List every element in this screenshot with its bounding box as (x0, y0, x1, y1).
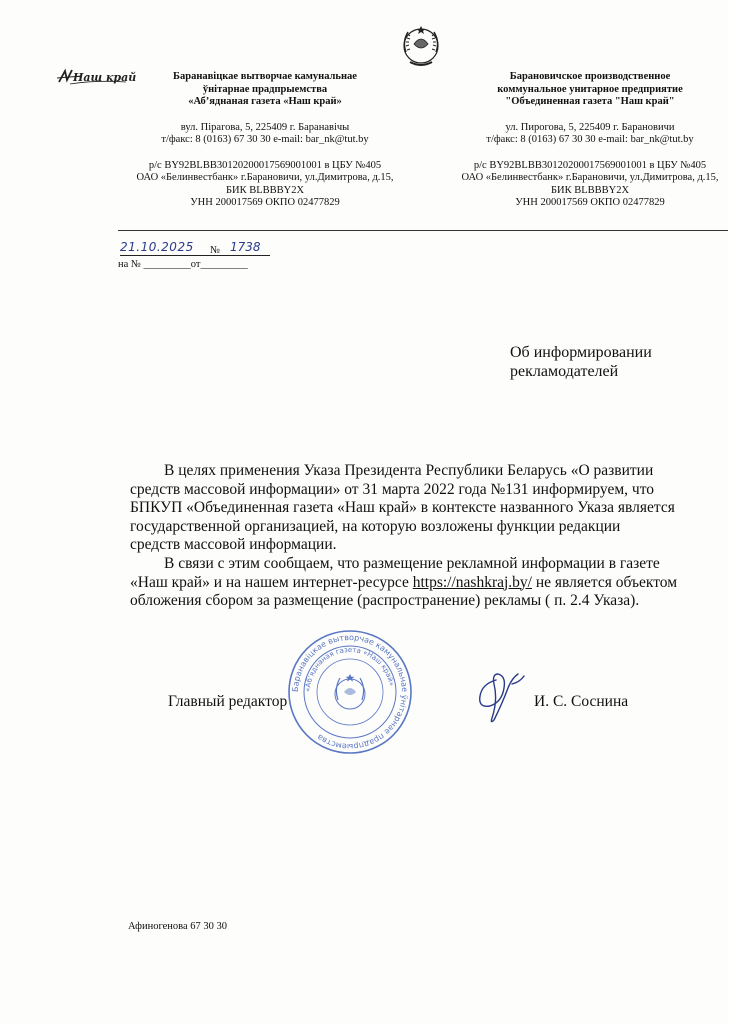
p2-line2-end: не является объектом (532, 573, 678, 591)
org-name-be-line2: ўнітарнае прадпрыемства (202, 83, 328, 95)
bik-be: БИК BLBBBY2X (225, 184, 305, 196)
subject-line1: Об информировании (510, 344, 652, 361)
header-left-belarusian (120, 71, 410, 210)
unn-ru: УНН 200017569 ОКПО 02477829 (515, 197, 665, 208)
paragraph-1 (130, 462, 728, 555)
p1-line5: средств массовой информации. (130, 536, 337, 554)
org-name-be-line3: «Аб’яднаная газета «Наш край» (188, 96, 342, 107)
letter-subject (510, 343, 652, 381)
newspaper-logo (56, 66, 137, 88)
svg-text:Баранавіцкае вытворчае камунал: Баранавіцкае вытворчае камунальнае ўнітарнае прадпрыемства (290, 632, 410, 752)
unn-be: УНН 200017569 ОКПО 02477829 (190, 197, 340, 208)
svg-text:«Аб’яднаная газета «Наш край»: «Аб’яднаная газета «Наш край» (303, 645, 396, 693)
bik-ru: БИК BLBBBY2X (550, 184, 630, 196)
header-right-russian (440, 71, 740, 210)
address-ru: ул. Пирогова, 5, 225409 г. Барановичи (505, 121, 675, 133)
official-stamp (286, 628, 414, 756)
p1-line3: БПКУП «Объединенная газета «Наш край» в контексте названного Указа является (130, 499, 675, 517)
signatory-title: Главный редактор (168, 693, 288, 710)
header-divider (118, 230, 728, 231)
account-ru: р/с BY92BLBB30120200017569001001 в ЦБУ №405 (473, 159, 707, 171)
stamp-emblem-icon (335, 674, 365, 709)
org-name-be-line1: Баранавіцкае вытворчае камунальнае (173, 71, 357, 82)
registration-no-label: № (210, 245, 221, 256)
subject-line2: рекламодателей (510, 363, 619, 380)
phone-email-ru: т/факс: 8 (0163) 67 30 30 e-mail: bar_nk@tut.by (486, 134, 694, 145)
handwritten-signature (468, 660, 532, 728)
p1-line1: В целях применения Указа Президента Республики Беларусь «О развитии (164, 462, 654, 479)
bank-ru: ОАО «Белинвестбанк» г.Барановичи, ул.Димитрова, д.15, (461, 172, 719, 183)
p2-line3: обложения сбором за размещение (распространение) рекламы ( п. 2.4 Указа). (130, 592, 640, 610)
signatory-name: И. С. Соснина (534, 693, 629, 710)
org-name-ru-line1: Барановичское производственное (509, 71, 671, 82)
letter-body (130, 462, 728, 611)
website-link[interactable]: https://nashkraj.by/ (412, 573, 532, 591)
executor-contact: Афиногенова 67 30 30 (128, 921, 228, 932)
reply-reference: на № _________от_________ (118, 259, 248, 270)
paragraph-2 (130, 555, 728, 611)
org-name-ru-line2: коммунальное унитарное предприятие (497, 83, 683, 95)
bank-be: ОАО «Белинвестбанк» г.Барановичи, ул.Димитрова, д.15, (136, 172, 394, 183)
p2-line1: В связи с этим сообщаем, что размещение рекламной информации в газете (164, 554, 660, 572)
org-name-ru-line3: "Объединенная газета "Наш край" (505, 96, 675, 107)
p1-line4: государственной организацией, на которую возложены функции редакции (130, 517, 621, 535)
p2-line2-start: «Наш край» и на нашем интернет-ресурсе (130, 573, 413, 591)
state-emblem-icon (396, 22, 446, 70)
svg-text:Наш край: Наш край (73, 71, 137, 84)
phone-email-be: т/факс: 8 (0163) 67 30 30 e-mail: bar_nk@tut.by (161, 134, 369, 145)
registration-date: 21.10.2025 (120, 240, 194, 254)
address-be: вул. Пірагова, 5, 225409 г. Баранавічы (180, 121, 350, 133)
account-be: р/с BY92BLBB30120200017569001001 в ЦБУ №405 (148, 159, 382, 171)
p2-line2 (130, 574, 728, 593)
registration-number: 1738 (230, 240, 261, 254)
p1-line2: средств массовой информации» от 31 марта 2022 года №131 информируем, что (130, 480, 655, 498)
